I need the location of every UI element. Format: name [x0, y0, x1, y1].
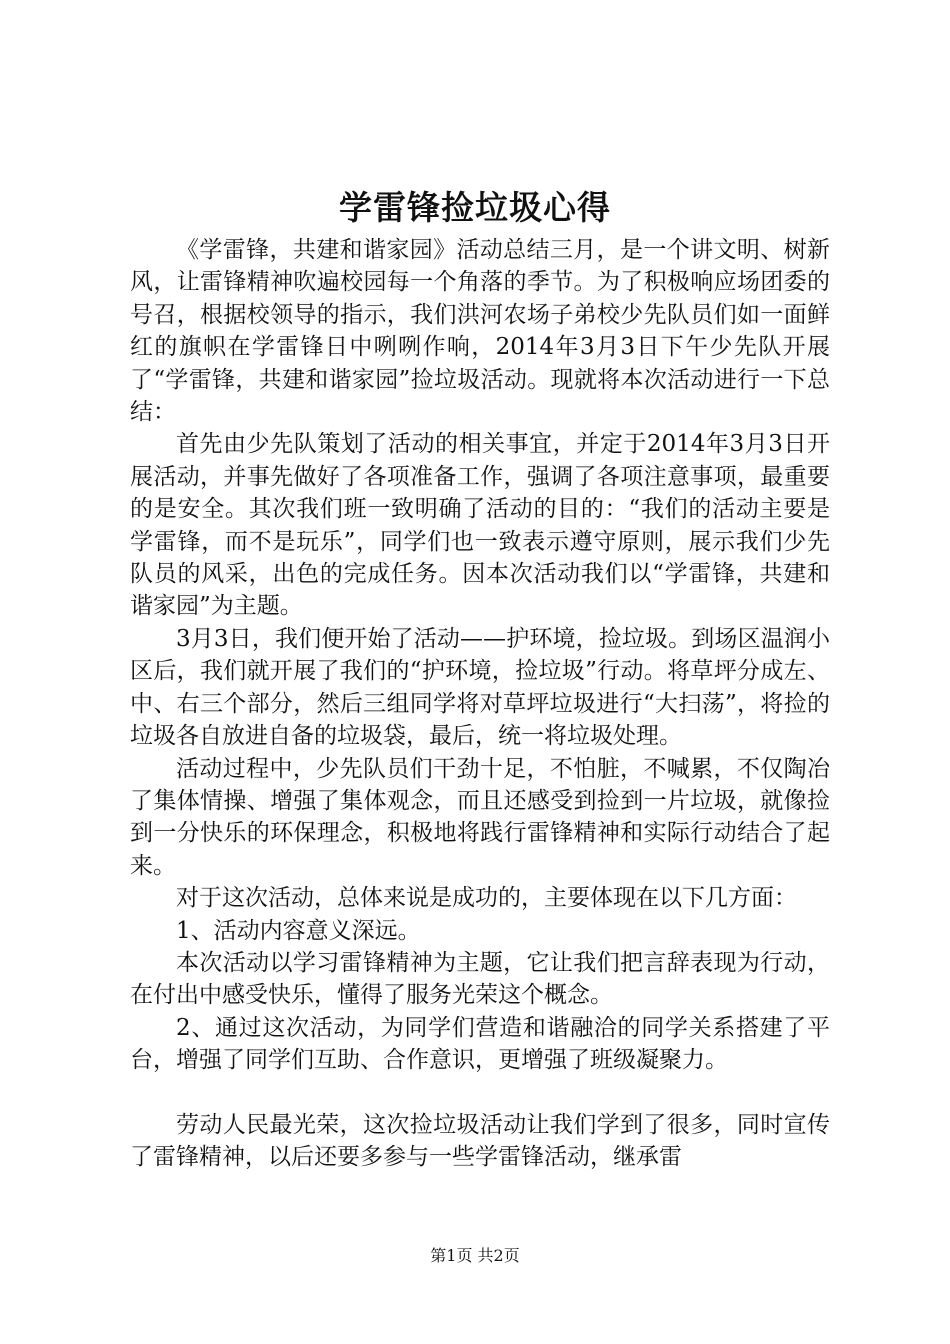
paragraph-intro: 《学雷锋，共建和谐家园》活动总结三月，是一个讲文明、树新风，让雷锋精神吹遍校园每一个角落的季节。为了积极响应场团委的号召，根据校领导的指示，我们洪河农场子弟校少先队员们如一面鲜红的旗帜在学雷锋日中咧咧作响，2014年3月3日下午少先队开展了“学雷锋，共建和谐家园”捡垃圾活动。现就将本次活动进行一下总结： [130, 237, 830, 426]
paragraph-preparation: 首先由少先队策划了活动的相关事宜，并定于2014年3月3日开展活动，并事先做好了各项准备工作，强调了各项注意事项，最重要的是安全。其次我们班一致明确了活动的目的：“我们的活动主要是学雷锋，而不是玩乐”，同学们也一致表示遵守原则，展示我们少先队员的风采，出色的完成任务。因本次活动我们以“学雷锋，共建和谐家园”为主题。 [130, 431, 830, 620]
paragraph-point-1: 1、活动内容意义深远。 [176, 917, 421, 944]
page-footer: 第1页 共2页 [430, 1246, 520, 1265]
paragraph-summary: 对于这次活动，总体来说是成功的，主要体现在以下几方面： [176, 885, 797, 912]
paragraph-point-2: 2、通过这次活动，为同学们营造和谐融洽的同学关系搭建了平台，增强了同学们互助、合作意识，更增强了班级凝聚力。 [130, 1014, 830, 1074]
paragraph-activity: 3月3日，我们便开始了活动——护环境，捡垃圾。到场区温润小区后，我们就开展了我们的“护环境，捡垃圾”行动。将草坪分成左、中、右三个部分，然后三组同学将对草坪垃圾进行“大扫荡”，将捡的垃圾各自放进自备的垃圾袋，最后，统一将垃圾处理。 [130, 625, 830, 750]
paragraph-point-1-detail: 本次活动以学习雷锋精神为主题，它让我们把言辞表现为行动，在付出中感受快乐，懂得了服务光荣这个概念。 [130, 949, 830, 1009]
document-title: 学雷锋捡垃圾心得 [339, 188, 611, 227]
paragraph-conclusion: 劳动人民最光荣，这次捡垃圾活动让我们学到了很多，同时宣传了雷锋精神，以后还要多参与一些学雷锋活动，继承雷 [130, 1111, 830, 1170]
paragraph-process: 活动过程中，少先队员们干劲十足，不怕脏，不喊累，不仅陶冶了集体情操、增强了集体观念，而且还感受到捡到一片垃圾，就像捡到一分快乐的环保理念，积极地将践行雷锋精神和实际行动结合了起来。 [130, 755, 830, 879]
document-body [130, 234, 830, 1173]
